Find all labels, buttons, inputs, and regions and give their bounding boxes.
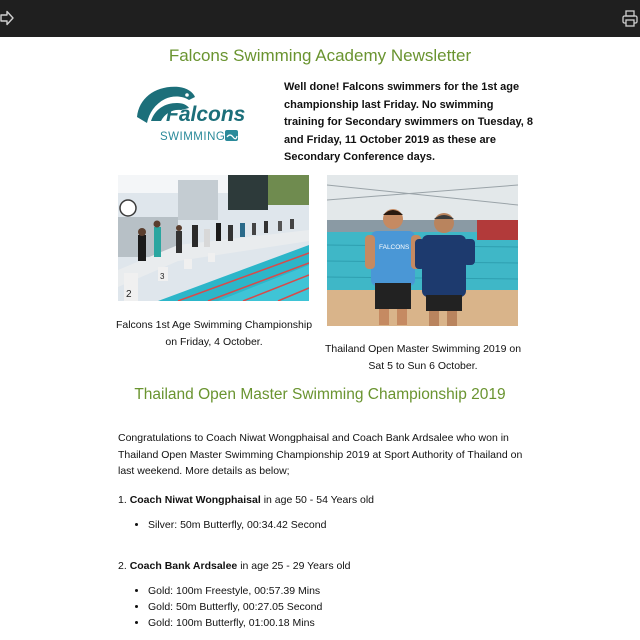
photo-caption-championship: Falcons 1st Age Swimming Championship on Friday, 4 October. <box>115 319 313 348</box>
congratulations-paragraph: Congratulations to Coach Niwat Wongphaisal and Coach Bank Ardsalee who won in Thailand Open Master Swimming Championship 2019 at Sport Authority of Thailand on last weekend. More details as below; <box>118 432 523 477</box>
svg-text:2: 2 <box>126 289 132 300</box>
shirt-logo-text: FALCONS <box>379 244 410 251</box>
logo-word-swimming: SWIMMING <box>160 131 226 143</box>
svg-text:3: 3 <box>160 272 165 281</box>
medal-item: • Gold: 100m Butterfly, 01:00.18 Mins <box>148 615 322 631</box>
winner-entry-1 <box>118 492 374 508</box>
winner-name: Coach Niwat Wongphaisal <box>129 494 261 506</box>
winner-number: 1. <box>118 494 127 506</box>
winner-name: Coach Bank Ardsalee <box>129 560 238 572</box>
forward-arrow-icon[interactable] <box>0 10 14 26</box>
intro-announcement: Well done! Falcons swimmers for the 1st age championship last Friday. No swimming training for Secondary swimmers on Tuesday, 8 and Friday, 11 October 2019 as these are Secondary Conference days. <box>284 81 533 163</box>
medal-item: • Silver: 50m Butterfly, 00:34.42 Second <box>148 517 326 533</box>
newsletter-body <box>0 37 640 640</box>
medal-item: • Gold: 50m Butterfly, 00:27.05 Second <box>148 599 322 615</box>
medal-list-1 <box>132 517 326 533</box>
winner-age: in age 50 - 54 Years old <box>263 494 375 506</box>
photo-caption-master-swimming: Thailand Open Master Swimming 2019 on Sat 5 to Sun 6 October. <box>324 343 522 372</box>
falcon-bird-icon <box>133 83 245 145</box>
winner-age: in age 25 - 29 Years old <box>240 560 351 572</box>
falcons-swimming-logo <box>133 83 245 145</box>
medal-list-2 <box>132 583 322 631</box>
section-title: Thailand Open Master Swimming Championship 2019 <box>134 386 506 403</box>
printer-icon[interactable] <box>622 10 638 27</box>
winner-entry-2 <box>118 558 351 574</box>
newsletter-title: Falcons Swimming Academy Newsletter <box>168 46 472 65</box>
coaches-photo <box>327 175 518 326</box>
email-toolbar <box>0 0 640 37</box>
winner-number: 2. <box>118 560 127 572</box>
logo-word-falcons: Falcons <box>166 103 245 126</box>
pool-championship-photo <box>118 175 309 301</box>
medal-item: • Gold: 100m Freestyle, 00:57.39 Mins <box>148 583 322 599</box>
